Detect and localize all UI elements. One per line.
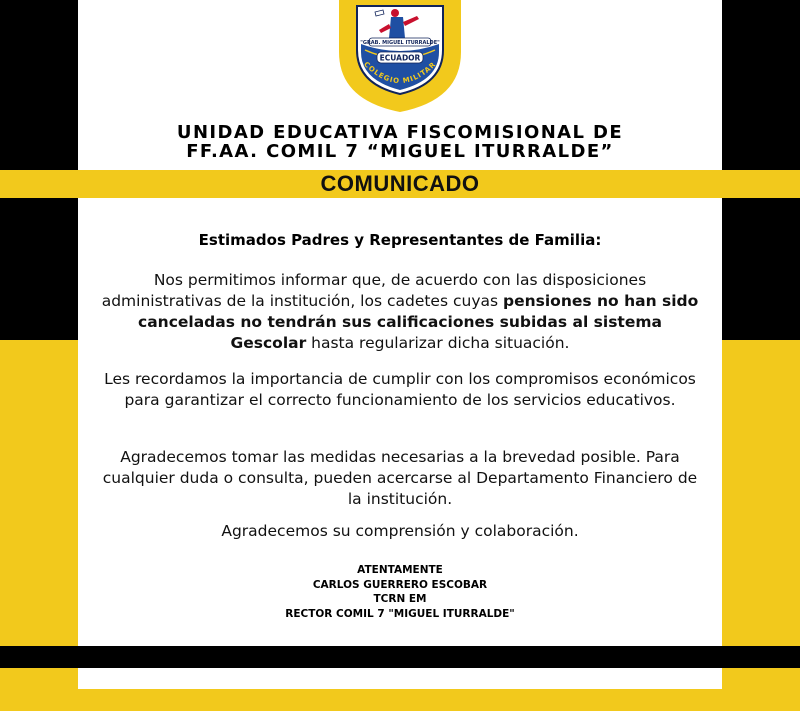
p1-start: Nos permitimos informar que, de acuerdo con las disposiciones administrativas de la institución, los cadetes cuyas: [101, 271, 647, 310]
card-black-band: [78, 646, 722, 668]
signature-block: [78, 563, 722, 621]
signature-closing: ATENTAMENTE: [357, 564, 443, 576]
greeting: Estimados Padres y Representantes de Familia:: [198, 231, 602, 249]
school-name-line1: UNIDAD EDUCATIVA FISCOMISIONAL DE: [176, 122, 624, 143]
svg-text:COLEGIO MILITAR: COLEGIO MILITAR: [362, 60, 438, 86]
p1-bold: pensiones no han sido canceladas no tendrán sus calificaciones subidas al sistema Gescolar: [138, 292, 699, 352]
svg-text:"GRAB. MIGUEL ITURRALDE": "GRAB. MIGUEL ITURRALDE": [360, 40, 440, 46]
paragraph-contact: Agradecemos tomar las medidas necesarias a la brevedad posible. Para cualquier duda o consulta, pueden acercarse al Departamento Financiero de la institución.: [102, 448, 698, 508]
signature-name: CARLOS GUERRERO ESCOBAR: [312, 578, 488, 591]
school-name: [78, 123, 722, 161]
comunicado-banner: COMUNICADO: [282, 170, 518, 198]
paragraph-payment-notice: [98, 270, 702, 354]
school-crest-logo: [335, 0, 465, 112]
p1-end: hasta regularizar dicha situación.: [306, 334, 570, 352]
school-name-line2: FF.AA. COMIL 7 “MIGUEL ITURRALDE”: [186, 141, 614, 162]
signature-title: RECTOR COMIL 7 "MIGUEL ITURRALDE": [285, 607, 515, 620]
paragraph-commitments: Les recordamos la importancia de cumplir con los compromisos económicos para garantizar el correcto funcionamiento de los servicios educativos.: [104, 370, 696, 409]
svg-text:ECUADOR: ECUADOR: [379, 53, 421, 63]
paragraph-thanks: Agradecemos su comprensión y colaboración.: [221, 522, 579, 540]
signature-rank: TCRN EM: [373, 593, 427, 605]
